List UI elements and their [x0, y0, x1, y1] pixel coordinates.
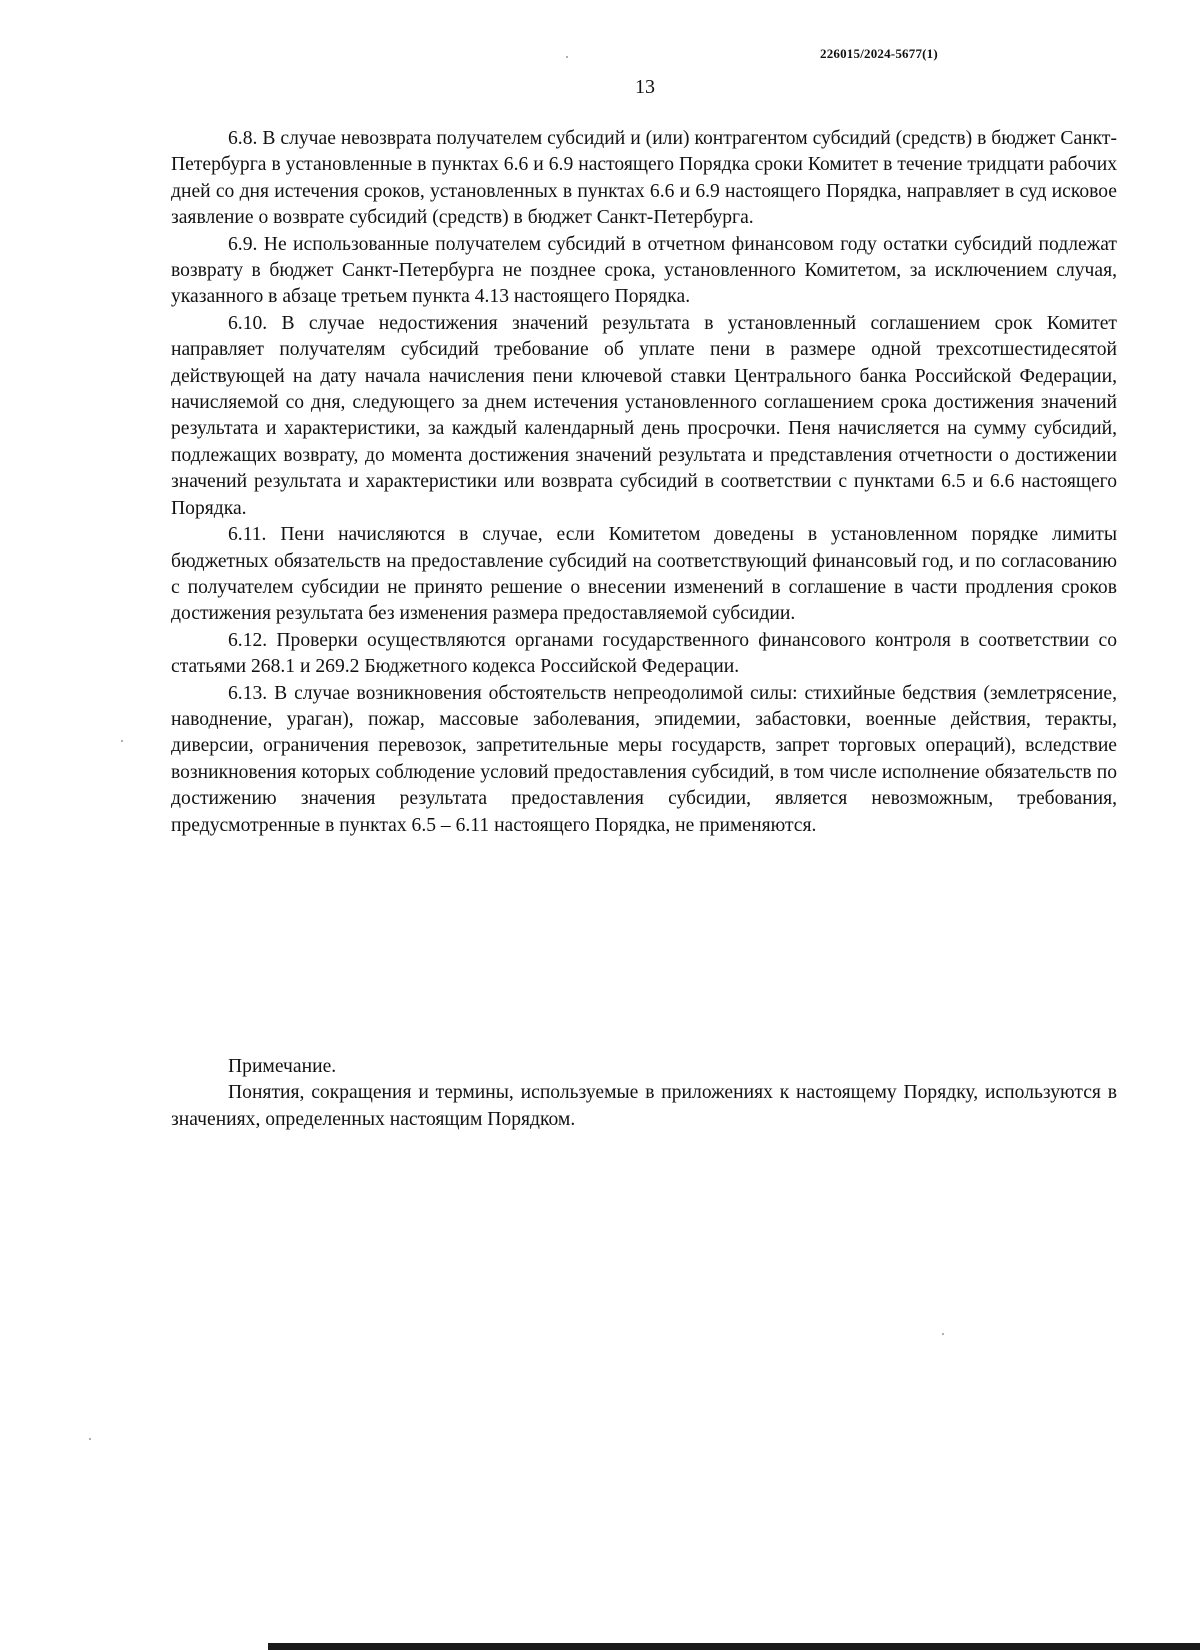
note-block [171, 1054, 1117, 1133]
paragraph-6-12: 6.12. Проверки осуществляются органами государственного финансового контроля в соответствии со статьями 268.1 и 269.2 Бюджетного кодекса Российской Федерации. [171, 629, 1117, 678]
note-text: Понятия, сокращения и термины, используемые в приложениях к настоящему Порядку, используются в значениях, определенных настоящим Порядком. [171, 1082, 1117, 1130]
scan-speck [566, 56, 568, 58]
body-text [171, 126, 1117, 839]
paragraph-6-8: 6.8. В случае невозврата получателем субсидий и (или) контрагентом субсидий (средств) в бюджет Санкт-Петербурга в установленные в пунктах 6.6 и 6.9 настоящего Порядка сроки Комитет в течение тридцати рабочих дней со дня истечения сроков, установленных в пунктах 6.6 и 6.9 настоящего Порядка, направляет в суд исковое заявление о возврате субсидий (средств) в бюджет Санкт-Петербурга. [171, 128, 1117, 229]
scan-edge-line [268, 1643, 1200, 1650]
scan-speck [121, 740, 123, 742]
paragraph-6-11: 6.11. Пени начисляются в случае, если Комитетом доведены в установленном порядке лимиты бюджетных обязательств на предоставление субсидий на соответствующий финансовый год, и по согласованию с получателем субсидии не принято решение о внесении изменений в соглашение в части продления сроков достижения результата без изменения размера предоставляемой субсидии. [171, 524, 1117, 625]
document-id: 226015/2024-5677(1) [820, 46, 938, 61]
note-title: Примечание. [228, 1056, 337, 1077]
paragraph-6-13: 6.13. В случае возникновения обстоятельств непреодолимой силы: стихийные бедствия (землетрясение, наводнение, ураган), пожар, массовые заболевания, эпидемии, забастовки, военные действия, теракты, диверсии, ограничения перевозок, запретительные меры государств, запрет торговых операций), вследствие возникновения которых соблюдение условий предоставления субсидий, в том числе исполнение обязательств по достижению значения результата предоставления субсидии, является невозможным, требования, предусмотренные в пунктах 6.5 – 6.11 настоящего Порядка, не применяются. [171, 682, 1117, 836]
scan-speck [89, 1438, 91, 1440]
page-number: 13 [635, 76, 655, 98]
paragraph-6-10: 6.10. В случае недостижения значений результата в установленный соглашением срок Комитет направляет получателям субсидий требование об уплате пени в размере одной трехсотшестидесятой действующей на дату начала начисления пени ключевой ставки Центрального банка Российской Федерации, начисляемой со дня, следующего за днем истечения установленного соглашением срока достижения значений результата и характеристики, за каждый календарный день просрочки. Пеня начисляется на сумму субсидий, подлежащих возврату, до момента достижения значений результата и представления отчетности о достижении значений результата и характеристики или возврата субсидий в соответствии с пунктами 6.5 и 6.6 настоящего Порядка. [171, 312, 1117, 519]
scan-speck [942, 1333, 944, 1335]
paragraph-6-9: 6.9. Не использованные получателем субсидий в отчетном финансовом году остатки субсидий подлежат возврату в бюджет Санкт-Петербурга не позднее срока, установленного Комитетом, за исключением случая, указанного в абзаце третьем пункта 4.13 настоящего Порядка. [171, 233, 1117, 308]
